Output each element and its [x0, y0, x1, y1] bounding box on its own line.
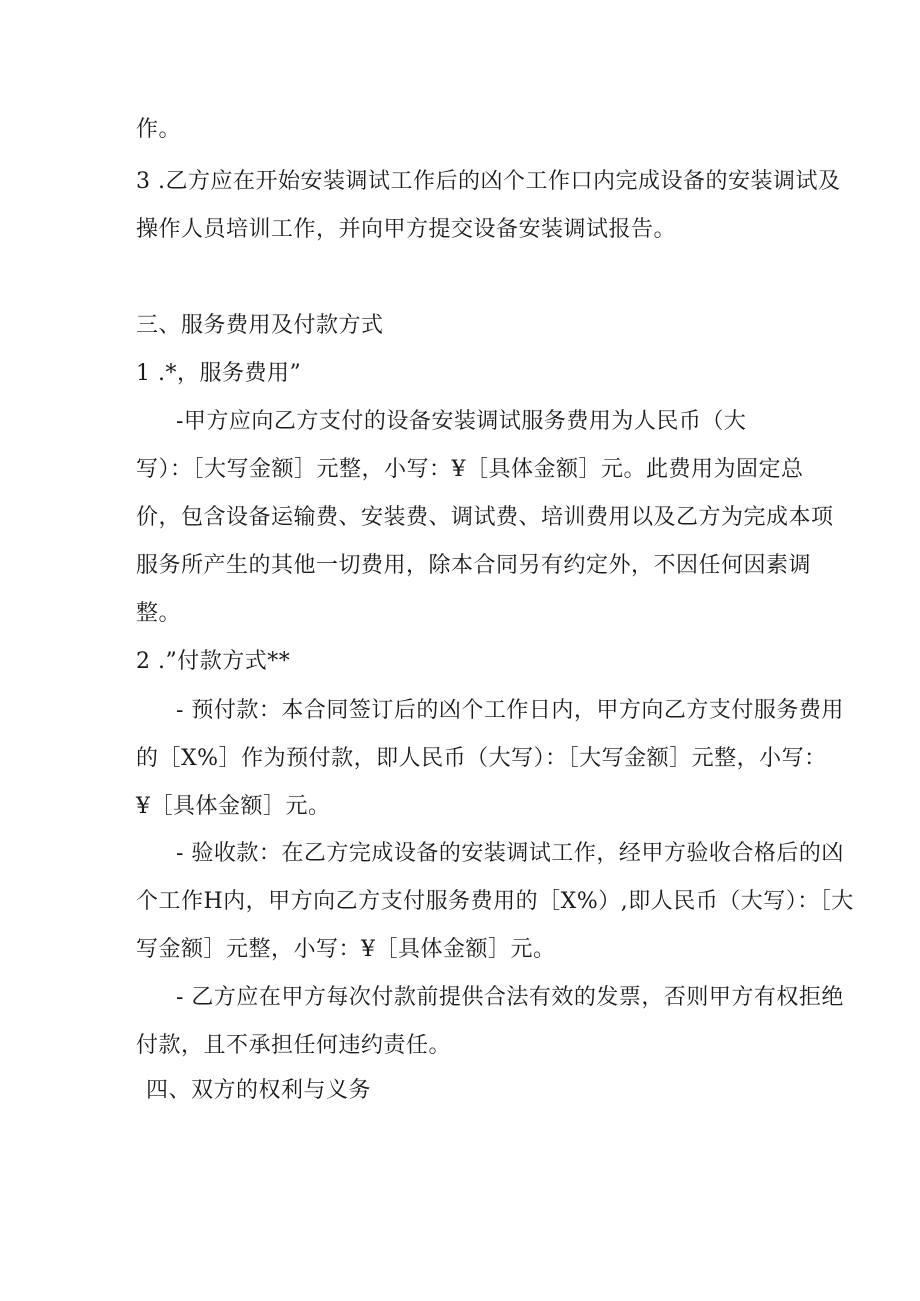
text-line-17: 写金额］元整，小写：¥［具体金额］元。 [136, 937, 556, 962]
section-heading-3: 三、服务费用及付款方式 [136, 313, 384, 338]
text-line-16: 个工作H内，甲方向乙方支付服务费用的［X%）,即人民币（大写）：［大 [136, 889, 854, 914]
text-line-7: 写）：［大写金额］元整，小写：¥［具体金额］元。此费用为固定总 [136, 457, 804, 482]
text-line-8: 价，包含设备运输费、安装费、调试费、培训费用以及乙方为完成本项 [136, 505, 834, 530]
text-line-19: 付款，且不承担任何违约责任。 [136, 1033, 452, 1058]
text-line-15: - 验收款：在乙方完成设备的安装调试工作，经甲方验收合格后的凶 [176, 841, 844, 866]
subheading-service-fee: 1 .*，服务费用” [136, 361, 302, 386]
subheading-payment-method: 2 .”付款方式** [136, 649, 291, 674]
text-line-12: - 预付款：本合同签订后的凶个工作日内，甲方向乙方支付服务费用 [176, 698, 844, 723]
text-line-2: 3 .乙方应在开始安装调试工作后的凶个工作口内完成设备的安装调试及 [136, 169, 841, 194]
section-heading-4: 四、双方的权利与义务 [146, 1078, 372, 1103]
text-line-14: ¥［具体金额］元。 [136, 794, 331, 819]
text-line-6: -甲方应向乙方支付的设备安装调试服务费用为人民币（大 [176, 409, 747, 434]
text-line-3: 操作人员培训工作，并向甲方提交设备安装调试报告。 [136, 217, 677, 242]
text-line-1: 作。 [136, 117, 182, 142]
text-line-13: 的［X%］作为预付款，即人民币（大写）：［大写金额］元整，小写： [136, 746, 827, 771]
text-line-18: - 乙方应在甲方每次付款前提供合法有效的发票，否则甲方有权拒绝 [176, 985, 844, 1010]
text-line-10: 整。 [136, 601, 182, 626]
text-line-9: 服务所产生的其他一切费用，除本合同另有约定外，不因任何因素调 [136, 553, 812, 578]
